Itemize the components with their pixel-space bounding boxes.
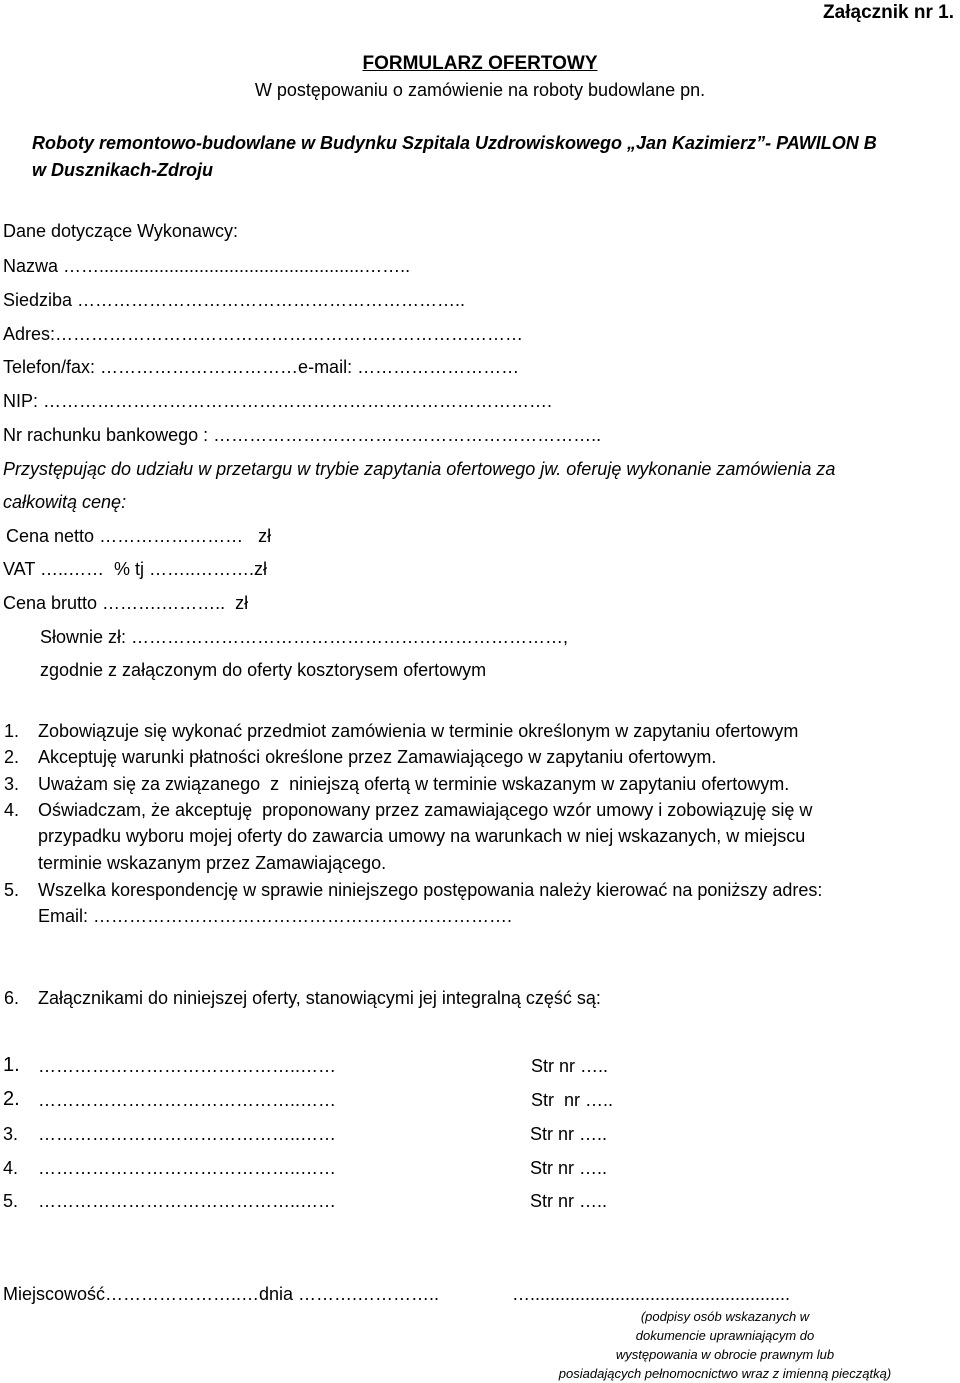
form-subtitle: W postępowaniu o zamówienie na roboty budowlane pn.	[254, 80, 706, 100]
offer-intro-line2: całkowitą cenę:	[3, 492, 127, 512]
contractor-name-field: Nazwa …….....................................................……..	[3, 256, 411, 276]
project-title-line2: w Dusznikach-Zdroju	[32, 160, 214, 180]
attachment-number: 4.	[3, 1158, 19, 1178]
statement-text: terminie wskazanym przez Zamawiającego.	[38, 853, 387, 873]
offer-intro-line1: Przystępując do udziału w przetargu w trybie zapytania ofertowego jw. oferuję wykonanie zamówienia za	[3, 459, 836, 479]
contractor-seat-field: Siedziba ………………………………………………………..	[3, 290, 466, 310]
form-title: FORMULARZ OFERTOWY	[362, 53, 598, 74]
vat-field: VAT …..…… % tj ……..……….zł	[3, 559, 268, 579]
attachment-dots: ……………………………………..……	[38, 1090, 337, 1110]
signature-note-line: (podpisy osób wskazanych w	[640, 1309, 810, 1324]
attachment-number: 3.	[3, 1124, 19, 1144]
statement-text: Wszelka korespondencję w sprawie niniejszego postępowania należy kierować na poniższy adres:	[38, 880, 823, 900]
email-field: Email: …………………………………………………………….	[38, 906, 513, 926]
attachment-number: 1.	[3, 1054, 20, 1076]
attachments-heading: Załącznikami do niniejszej oferty, stanowiącymi jej integralną część są:	[38, 988, 601, 1008]
statement-number: 2.	[4, 747, 20, 767]
price-in-words-field: Słownie zł: ………………………………………………………………,	[40, 627, 569, 647]
attachment-page: Str nr …..	[530, 1191, 608, 1211]
statement-text: Zobowiązuje się wykonać przedmiot zamówienia w terminie określonym w zapytaniu ofertowym	[38, 721, 799, 741]
signature-note-line: dokumencie uprawniającym do	[635, 1328, 815, 1343]
contractor-phone-email-field: Telefon/fax: ……………………………e-mail: ………………………	[3, 357, 520, 377]
place-date-field: Miejscowość…………………..…dnia ……….…………..	[3, 1284, 440, 1304]
statement-number: 3.	[4, 774, 20, 794]
attachment-dots: ……………………………………..……	[38, 1056, 337, 1076]
attachment-number: 5.	[3, 1191, 19, 1211]
statement-number: 1.	[4, 721, 20, 741]
contractor-bank-field: Nr rachunku bankowego : ………………………………………………………..	[3, 425, 602, 445]
signature-note-line: posiadających pełnomocnictwo wraz z imienną pieczątką)	[558, 1366, 892, 1381]
price-gross-field: Cena brutto ……….……….. zł	[3, 593, 249, 613]
contractor-nip-field: NIP: ………………………………………………………………………….	[3, 391, 553, 411]
signature-note-line: występowania w obrocie prawnym lub	[615, 1347, 835, 1362]
attachments-heading-number: 6.	[4, 988, 20, 1008]
statement-number: 5.	[4, 880, 20, 900]
according-to-estimate: zgodnie z załączonym do oferty kosztorysem ofertowym	[40, 660, 487, 680]
contractor-address-field: Adres:……………………………………………………………………	[3, 324, 524, 344]
attachment-page: Str nr …..	[530, 1158, 608, 1178]
attachment-page: Str nr …..	[531, 1056, 609, 1076]
project-title-line1: Roboty remontowo-budowlane w Budynku Szpitala Uzdrowiskowego „Jan Kazimierz”- PAWILON B	[32, 133, 877, 153]
attachment-number: 2.	[3, 1088, 20, 1110]
statement-text: Oświadczam, że akceptuję proponowany przez zamawiającego wzór umowy i zobowiązuję się w	[38, 800, 813, 820]
attachment-page: Str nr …..	[530, 1124, 608, 1144]
contractor-heading: Dane dotyczące Wykonawcy:	[3, 221, 238, 241]
statement-text: Akceptuję warunki płatności określone przez Zamawiającego w zapytaniu ofertowym.	[38, 747, 717, 767]
statement-number: 4.	[4, 800, 20, 820]
statement-text: Uważam się za związanego z niniejszą ofertą w terminie wskazanym w zapytaniu ofertowym.	[38, 774, 790, 794]
statement-text: przypadku wyboru mojej oferty do zawarcia umowy na warunkach w niej wskazanych, w miejscu	[38, 826, 806, 846]
attachment-page: Str nr …..	[531, 1090, 614, 1110]
signature-dots: …....................................................	[512, 1284, 791, 1304]
attachment-dots: ……………………………………..……	[38, 1158, 337, 1178]
attachment-dots: ……………………………………..……	[38, 1124, 337, 1144]
price-net-field: Cena netto …………………… zł	[6, 526, 272, 546]
attachment-dots: ……………………………………..……	[38, 1191, 337, 1211]
annex-label: Załącznik nr 1.	[823, 2, 954, 23]
